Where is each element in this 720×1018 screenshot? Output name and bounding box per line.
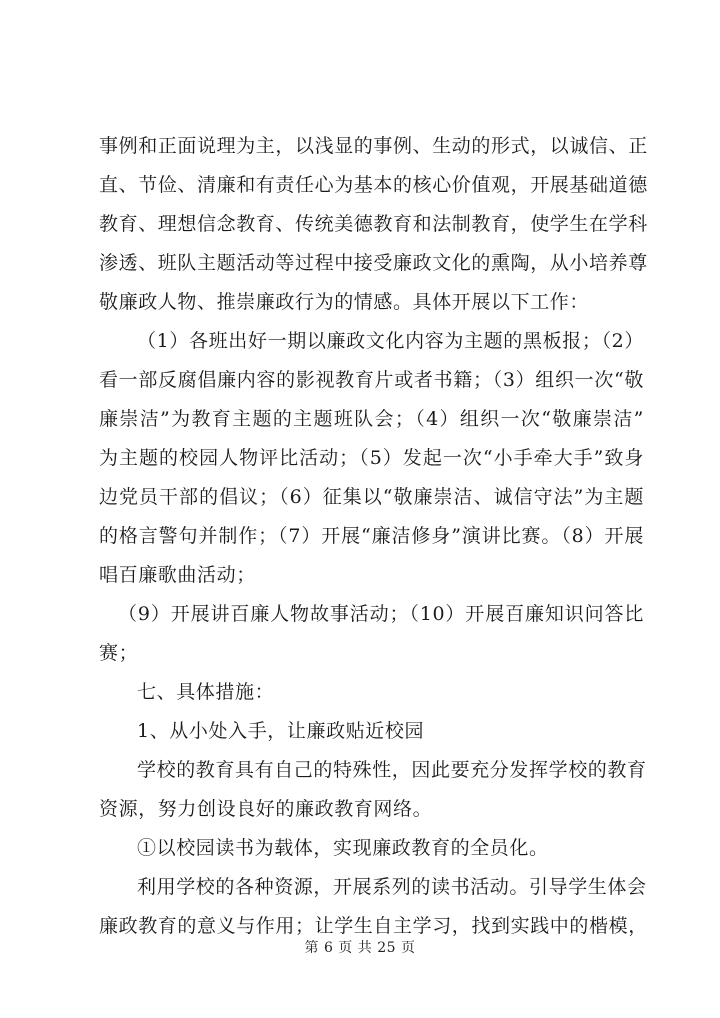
text-line: 廉政教育的意义与作用；让学生自主学习，找到实践中的楷模， xyxy=(99,915,648,937)
text-line: 直、节俭、清廉和有责任心为基本的核心价值观，开展基础道德 xyxy=(99,174,648,196)
text-line: 为主题的校园人物评比活动；（5）发起一次“小手牵大手”致身 xyxy=(99,447,644,469)
section-heading: 七、具体措施： xyxy=(137,681,275,703)
text-line: 唱百廉歌曲活动； xyxy=(99,564,256,586)
text-line: （9）开展讲百廉人物故事活动；（10）开展百廉知识问答比 xyxy=(118,603,644,625)
text-line: 利用学校的各种资源，开展系列的读书活动。引导学生体会 xyxy=(137,876,647,898)
text-line: 的格言警句并制作；（7）开展“廉洁修身”演讲比赛。（8）开展 xyxy=(99,525,644,547)
text-line: 学校的教育具有自己的特殊性，因此要充分发挥学校的教育 xyxy=(137,759,647,781)
text-line: 廉崇洁”为教育主题的主题班队会；（4）组织一次“敬廉崇洁” xyxy=(99,408,644,430)
document-body xyxy=(99,127,648,946)
text-line: 赛； xyxy=(99,642,139,664)
text-line: 资源，努力创设良好的廉政教育网络。 xyxy=(99,798,433,820)
text-line: 敬廉政人物、推崇廉政行为的情感。具体开展以下工作： xyxy=(99,291,590,313)
page-footer: 第 6 页 共 25 页 xyxy=(304,940,416,956)
text-line: 教育、理想信念教育、传统美德教育和法制教育，使学生在学科 xyxy=(99,213,648,235)
text-line: （1）各班出好一期以廉政文化内容为主题的黑板报；（2） xyxy=(137,330,644,352)
subsection-heading: 1、从小处入手，让廉政贴近校园 xyxy=(137,720,425,742)
text-line: 事例和正面说理为主，以浅显的事例、生动的形式，以诚信、正 xyxy=(99,135,648,157)
text-line: 看一部反腐倡廉内容的影视教育片或者书籍；（3）组织一次“敬 xyxy=(99,369,644,391)
text-line: ①以校园读书为载体，实现廉政教育的全员化。 xyxy=(137,837,549,859)
text-line: 渗透、班队主题活动等过程中接受廉政文化的熏陶，从小培养尊 xyxy=(99,252,648,274)
text-line: 边党员干部的倡议；（6）征集以“敬廉崇洁、诚信守法”为主题 xyxy=(99,486,644,508)
